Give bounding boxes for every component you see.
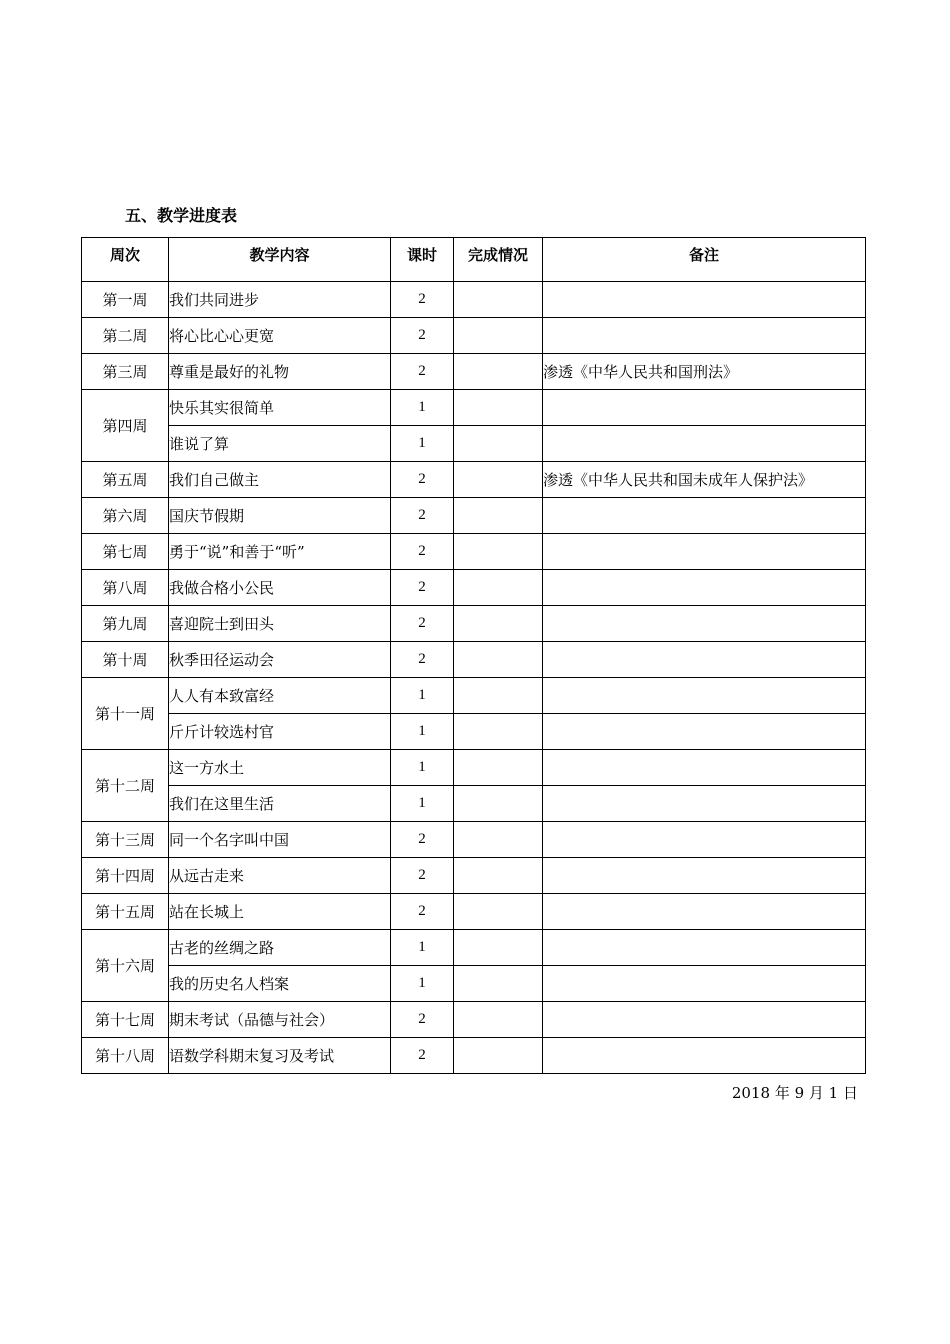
- status-cell: [454, 750, 543, 786]
- week-cell: 第十六周: [82, 930, 169, 1002]
- content-cell: 古老的丝绸之路: [169, 930, 391, 966]
- table-row: [82, 966, 866, 1002]
- content-cell: 我们在这里生活: [169, 786, 391, 822]
- week-cell: 第一周: [82, 282, 169, 318]
- hours-cell: 1: [391, 714, 454, 750]
- note-cell: [543, 1002, 866, 1038]
- status-cell: [454, 570, 543, 606]
- hours-cell: 2: [391, 894, 454, 930]
- note-cell: [543, 1038, 866, 1074]
- content-cell: 这一方水土: [169, 750, 391, 786]
- content-cell: 人人有本致富经: [169, 678, 391, 714]
- hours-cell: 2: [391, 354, 454, 390]
- hours-cell: 1: [391, 678, 454, 714]
- week-cell: 第三周: [82, 354, 169, 390]
- hours-cell: 2: [391, 318, 454, 354]
- note-cell: [543, 966, 866, 1002]
- content-cell: 我们自己做主: [169, 462, 391, 498]
- week-cell: 第十四周: [82, 858, 169, 894]
- header-hours: 课时: [391, 238, 454, 282]
- status-cell: [454, 858, 543, 894]
- table-row: [82, 570, 866, 606]
- hours-cell: 2: [391, 606, 454, 642]
- status-cell: [454, 318, 543, 354]
- hours-cell: 1: [391, 786, 454, 822]
- note-cell: 渗透《中华人民共和国未成年人保护法》: [543, 462, 866, 498]
- table-row: [82, 426, 866, 462]
- status-cell: [454, 714, 543, 750]
- status-cell: [454, 534, 543, 570]
- table-row: [82, 318, 866, 354]
- note-cell: [543, 390, 866, 426]
- section-title: 五、教学进度表: [125, 206, 238, 225]
- week-cell: 第四周: [82, 390, 169, 462]
- hours-cell: 2: [391, 534, 454, 570]
- content-cell: 秋季田径运动会: [169, 642, 391, 678]
- note-cell: [543, 678, 866, 714]
- content-cell: 国庆节假期: [169, 498, 391, 534]
- hours-cell: 2: [391, 282, 454, 318]
- hours-cell: 2: [391, 1002, 454, 1038]
- hours-cell: 2: [391, 498, 454, 534]
- status-cell: [454, 606, 543, 642]
- table-row: [82, 606, 866, 642]
- table-row: [82, 534, 866, 570]
- content-cell: 期末考试（品德与社会）: [169, 1002, 391, 1038]
- status-cell: [454, 642, 543, 678]
- week-cell: 第十八周: [82, 1038, 169, 1074]
- status-cell: [454, 678, 543, 714]
- week-cell: 第十七周: [82, 1002, 169, 1038]
- hours-cell: 2: [391, 462, 454, 498]
- header-status: 完成情况: [454, 238, 543, 282]
- note-cell: [543, 606, 866, 642]
- content-cell: 快乐其实很简单: [169, 390, 391, 426]
- content-cell: 斤斤计较选村官: [169, 714, 391, 750]
- note-cell: [543, 642, 866, 678]
- status-cell: [454, 354, 543, 390]
- hours-cell: 2: [391, 1038, 454, 1074]
- note-cell: [543, 282, 866, 318]
- week-cell: 第十二周: [82, 750, 169, 822]
- content-cell: 站在长城上: [169, 894, 391, 930]
- header-content: 教学内容: [169, 238, 391, 282]
- table-row: [82, 498, 866, 534]
- content-cell: 从远古走来: [169, 858, 391, 894]
- week-cell: 第六周: [82, 498, 169, 534]
- table-row: [82, 390, 866, 426]
- table-header-row: [82, 238, 866, 282]
- note-cell: [543, 786, 866, 822]
- content-cell: 将心比心心更宽: [169, 318, 391, 354]
- note-cell: [543, 570, 866, 606]
- hours-cell: 2: [391, 570, 454, 606]
- table-row: [82, 786, 866, 822]
- week-cell: 第五周: [82, 462, 169, 498]
- table-row: [82, 858, 866, 894]
- status-cell: [454, 930, 543, 966]
- hours-cell: 1: [391, 930, 454, 966]
- status-cell: [454, 822, 543, 858]
- note-cell: [543, 822, 866, 858]
- note-cell: [543, 714, 866, 750]
- table-row: [82, 930, 866, 966]
- week-cell: 第九周: [82, 606, 169, 642]
- note-cell: [543, 750, 866, 786]
- content-cell: 我做合格小公民: [169, 570, 391, 606]
- status-cell: [454, 1038, 543, 1074]
- content-cell: 我们共同进步: [169, 282, 391, 318]
- status-cell: [454, 426, 543, 462]
- table-row: [82, 894, 866, 930]
- week-cell: 第十三周: [82, 822, 169, 858]
- status-cell: [454, 282, 543, 318]
- hours-cell: 2: [391, 642, 454, 678]
- week-cell: 第八周: [82, 570, 169, 606]
- table-row: [82, 1038, 866, 1074]
- week-cell: 第十周: [82, 642, 169, 678]
- hours-cell: 1: [391, 750, 454, 786]
- content-cell: 尊重是最好的礼物: [169, 354, 391, 390]
- status-cell: [454, 498, 543, 534]
- note-cell: [543, 534, 866, 570]
- note-cell: [543, 930, 866, 966]
- table-row: [82, 714, 866, 750]
- table-body: [82, 282, 866, 1074]
- week-cell: 第十一周: [82, 678, 169, 750]
- hours-cell: 1: [391, 966, 454, 1002]
- teaching-schedule-table: [81, 237, 866, 1074]
- hours-cell: 1: [391, 426, 454, 462]
- content-cell: 谁说了算: [169, 426, 391, 462]
- status-cell: [454, 390, 543, 426]
- hours-cell: 2: [391, 822, 454, 858]
- content-cell: 勇于“说”和善于“听”: [169, 534, 391, 570]
- status-cell: [454, 966, 543, 1002]
- table-row: [82, 822, 866, 858]
- note-cell: [543, 894, 866, 930]
- table-row: [82, 282, 866, 318]
- table-row: [82, 354, 866, 390]
- table-row: [82, 678, 866, 714]
- document-date: 2018 年 9 月 1 日: [731, 1084, 858, 1102]
- hours-cell: 2: [391, 858, 454, 894]
- status-cell: [454, 462, 543, 498]
- content-cell: 我的历史名人档案: [169, 966, 391, 1002]
- note-cell: [543, 858, 866, 894]
- note-cell: 渗透《中华人民共和国刑法》: [543, 354, 866, 390]
- week-cell: 第十五周: [82, 894, 169, 930]
- table-row: [82, 1002, 866, 1038]
- note-cell: [543, 318, 866, 354]
- status-cell: [454, 786, 543, 822]
- note-cell: [543, 498, 866, 534]
- table-row: [82, 750, 866, 786]
- header-note: 备注: [543, 238, 866, 282]
- week-cell: 第二周: [82, 318, 169, 354]
- hours-cell: 1: [391, 390, 454, 426]
- content-cell: 语数学科期末复习及考试: [169, 1038, 391, 1074]
- content-cell: 喜迎院士到田头: [169, 606, 391, 642]
- table-row: [82, 642, 866, 678]
- note-cell: [543, 426, 866, 462]
- header-week: 周次: [82, 238, 169, 282]
- table-row: [82, 462, 866, 498]
- status-cell: [454, 1002, 543, 1038]
- status-cell: [454, 894, 543, 930]
- content-cell: 同一个名字叫中国: [169, 822, 391, 858]
- week-cell: 第七周: [82, 534, 169, 570]
